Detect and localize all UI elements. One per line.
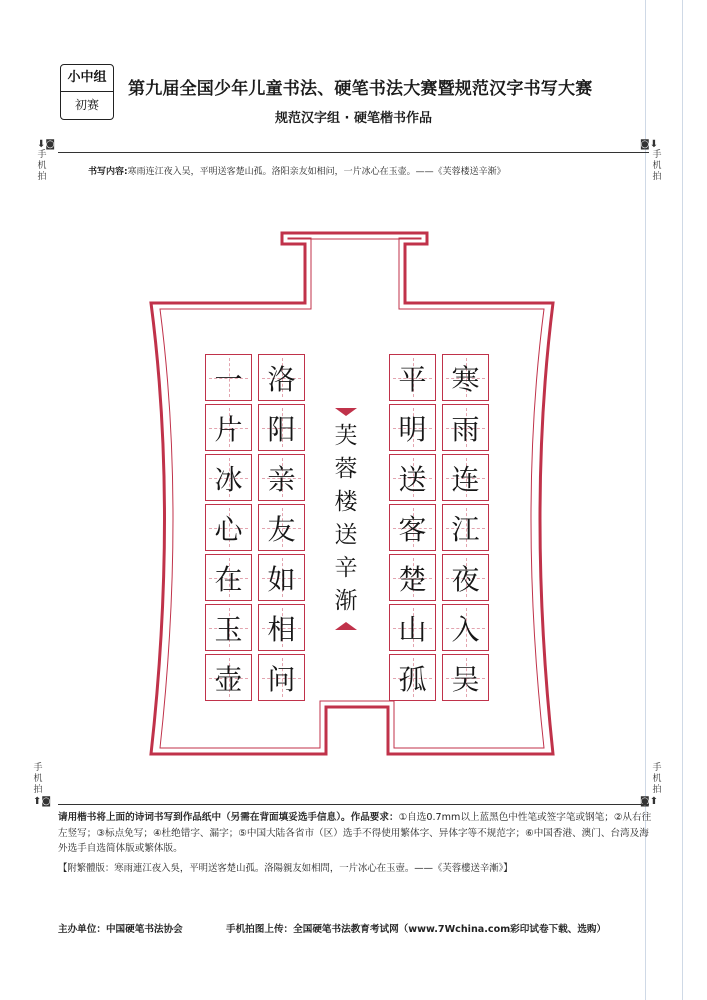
poem-char: 洛 — [267, 362, 296, 396]
requirements-text — [58, 810, 653, 857]
poem-char: 客 — [398, 512, 427, 546]
grid-cell — [258, 554, 305, 601]
poem-char: 阳 — [267, 412, 296, 446]
poem-char: 如 — [267, 562, 296, 596]
grid-cell — [205, 354, 252, 401]
title-char: 渐 — [334, 588, 358, 614]
poem-char: 玉 — [214, 612, 243, 646]
grid-column-4 — [205, 354, 252, 701]
grid-cell — [442, 454, 489, 501]
poem-char: 夜 — [451, 562, 480, 596]
writing-content-text: 寒雨连江夜入吴，平明送客楚山孤。洛阳亲友如相问，一片冰心在玉壶。——《芙蓉楼送辛渐》 — [127, 167, 506, 177]
poem-title-column — [329, 408, 363, 630]
title-char: 蓉 — [334, 456, 358, 482]
camera-icon: ◙ — [45, 139, 56, 150]
poem-char: 壶 — [214, 662, 243, 696]
poem-char: 友 — [267, 512, 296, 546]
phone-shoot-label: 手机拍 — [652, 150, 662, 182]
grid-cell — [442, 504, 489, 551]
poem-char: 孤 — [398, 662, 427, 696]
grid-cell — [258, 504, 305, 551]
organizer-label: 主办单位：中国硬笔书法协会 — [58, 924, 183, 935]
grid-cell — [389, 654, 436, 701]
poem-char: 片 — [214, 412, 243, 446]
requirements-lead: 请用楷书将上面的诗词书写到作品纸中（另需在背面填妥选手信息）。作品要求： — [58, 812, 399, 823]
poem-char: 江 — [451, 512, 480, 546]
grid-cell — [389, 354, 436, 401]
round-badge-label: 初赛 — [74, 98, 99, 112]
grid-cell — [258, 454, 305, 501]
grid-cell — [258, 404, 305, 451]
grid-cell — [389, 454, 436, 501]
grid-cell — [205, 654, 252, 701]
poem-char: 楚 — [398, 562, 427, 596]
camera-icon: ◙ — [640, 139, 650, 150]
poem-char: 山 — [398, 612, 427, 646]
grid-cell — [442, 554, 489, 601]
title-marker-bottom — [335, 622, 357, 630]
grid-column-3 — [258, 354, 305, 701]
writing-content-label: 书写内容: — [88, 167, 128, 177]
grid-cell — [442, 354, 489, 401]
poem-char: 问 — [267, 662, 296, 696]
poem-char: 平 — [398, 362, 427, 396]
grid-cell — [442, 654, 489, 701]
poem-char: 冰 — [214, 462, 243, 496]
grid-cell — [389, 554, 436, 601]
poem-char: 寒 — [451, 362, 480, 396]
poem-char: 相 — [267, 612, 296, 646]
poem-char: 明 — [398, 412, 427, 446]
grid-cell — [205, 554, 252, 601]
poem-char: 吴 — [451, 662, 480, 696]
arrow-down-icon: ⬇ — [649, 139, 659, 150]
phone-shoot-label: 手机拍 — [652, 763, 662, 795]
grid-cell — [258, 354, 305, 401]
grid-column-1 — [442, 354, 489, 701]
upload-info-label: 手机拍图上传：全国硬笔书法教育考试网（www.7Wchina.com彩印试卷下载、选购） — [226, 924, 607, 935]
grid-cell — [205, 504, 252, 551]
grid-cell — [205, 404, 252, 451]
title-char: 送 — [334, 522, 358, 548]
title-char: 楼 — [334, 489, 358, 515]
poem-char: 亲 — [267, 462, 296, 496]
grid-cell — [205, 604, 252, 651]
poem-char: 送 — [398, 462, 427, 496]
poem-char: 在 — [214, 562, 243, 596]
grid-cell — [442, 604, 489, 651]
grid-cell — [389, 504, 436, 551]
grid-cell — [258, 604, 305, 651]
phone-shoot-label: 手机拍 — [33, 763, 43, 795]
camera-icon: ◙ — [41, 796, 52, 807]
title-char: 辛 — [334, 555, 358, 581]
grid-cell — [205, 454, 252, 501]
arrow-up-icon: ⬆ — [33, 796, 42, 807]
grid-column-2 — [389, 354, 436, 701]
grid-cell — [389, 404, 436, 451]
page-subtitle: 规范汉字组 · 硬笔楷书作品 — [275, 111, 432, 126]
arrow-down-icon: ⬇ — [37, 139, 46, 150]
traditional-version-note: 【附繁體版：寒雨連江夜入吳，平明送客楚山孤。洛陽親友如相問，一片冰心在玉壺。——《芙蓉樓送辛漸》】 — [58, 863, 513, 874]
camera-icon: ◙ — [640, 796, 650, 807]
title-marker-top — [335, 408, 357, 416]
group-badge-label: 小中组 — [61, 65, 113, 92]
poem-char: 入 — [451, 612, 480, 646]
requirements-body: ①自选0.7mm以上蓝黑色中性笔或签字笔或钢笔；②从右往左竖写；③标点免写；④杜绝错字、漏字；⑤中国大陆各省市（区）选手不得使用繁体字、异体字等不规范字；⑥中国香港、澳门、台湾及海外选手自选简体版或繁体版。 — [58, 812, 652, 854]
title-char: 芙 — [334, 423, 358, 449]
grid-cell — [389, 604, 436, 651]
phone-shoot-label: 手机拍 — [37, 150, 47, 182]
arrow-up-icon: ⬆ — [649, 796, 659, 807]
grid-cell — [258, 654, 305, 701]
poem-char: 连 — [451, 462, 480, 496]
poem-char: 心 — [214, 512, 243, 546]
grid-cell — [442, 404, 489, 451]
poem-char: 雨 — [451, 412, 480, 446]
poem-char: 一 — [214, 362, 243, 396]
page-title: 第九届全国少年儿童书法、硬笔书法大赛暨规范汉字书写大赛 — [128, 79, 593, 99]
